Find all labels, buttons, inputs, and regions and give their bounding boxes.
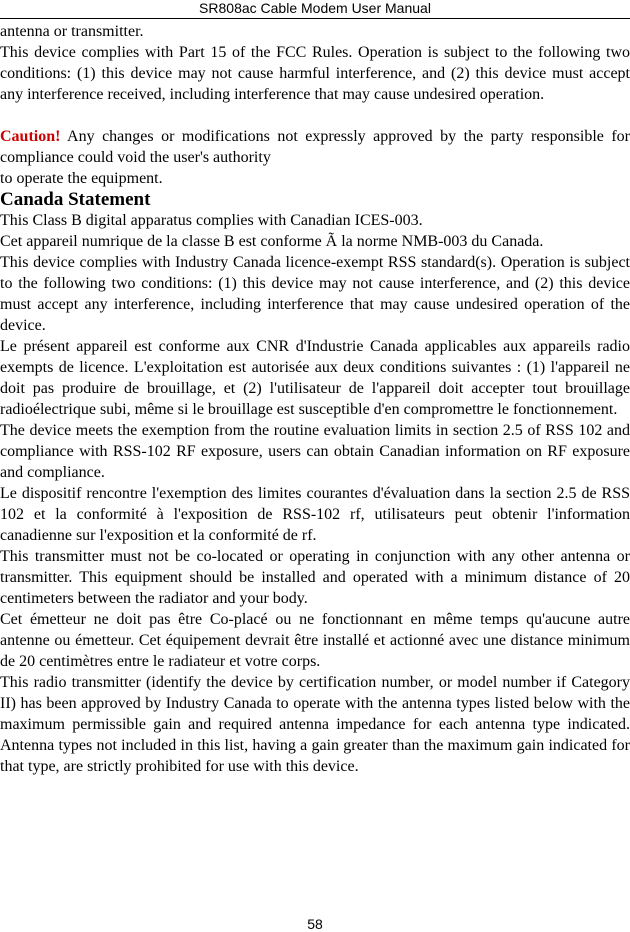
caution-text-continued: to operate the equipment.: [0, 170, 163, 187]
caution-paragraph: [0, 126, 630, 168]
canada-statement-heading: Canada Statement: [0, 189, 151, 210]
colocation-paragraph-en: This transmitter must not be co-located or operating in conjunction with any other antenna or transmitter. This equipment should be installed and operated with a minimum distance of 20 centimeters between the radiator and your body.: [0, 548, 630, 607]
paragraph-spacer: [0, 105, 630, 126]
page-number: 58: [307, 916, 323, 932]
caution-text: Any changes or modifications not expressly approved by the party responsible for compliance could void the user's authority: [0, 128, 630, 166]
document-title: SR808ac Cable Modem User Manual: [199, 0, 431, 16]
caution-label: Caution!: [0, 128, 61, 145]
page-content: [0, 21, 630, 777]
rf-exposure-paragraph-en: The device meets the exemption from the routine evaluation limits in section 2.5 of RSS 102 and compliance with RSS-102 RF exposure, users can obtain Canadian information on RF exposure and compliance.: [0, 422, 630, 481]
fcc-continuation-text: antenna or transmitter.: [0, 23, 144, 40]
rss-licence-exempt-paragraph-fr: Le présent appareil est conforme aux CNR d'Industrie Canada applicables aux appareils radio exempts de licence. L'exploitation est autorisée aux deux conditions suivantes : (1) l'appareil ne doit pas produire de brouillage, et (2) l'utilisateur de l'appareil doit accepter tout brouillage radioélectrique subi, même si le brouillage est susceptible d'en compromettre le fonctionnement.: [0, 338, 630, 418]
page-header: [0, 0, 630, 19]
ices-compliance-paragraph: This Class B digital apparatus complies with Canadian ICES-003.: [0, 212, 423, 229]
antenna-approval-paragraph: This radio transmitter (identify the device by certification number, or model number if Category II) has been approved by Industry Canada to operate with the antenna types listed below with the maximum permissible gain and required antenna impedance for each antenna type indicated. Antenna types not included in this list, having a gain greater than the maximum gain indicated for that type, are strictly prohibited for use with this device.: [0, 674, 630, 775]
rss-licence-exempt-paragraph-en: This device complies with Industry Canada licence-exempt RSS standard(s). Operation is subject to the following two conditions: (1) this device may not cause interference, and (2) this device must accept any interference, including interference that may cause undesired operation of the device.: [0, 254, 630, 334]
colocation-paragraph-fr: Cet émetteur ne doit pas être Co-placé ou ne fonctionnant en même temps qu'aucune autre antenne ou émetteur. Cet équipement devrait être installé et actionné avec une distance minimum de 20 centimètres entre le radiateur et votre corps.: [0, 611, 630, 670]
fcc-part15-paragraph: This device complies with Part 15 of the FCC Rules. Operation is subject to the following two conditions: (1) this device may not cause harmful interference, and (2) this device must accept any interference received, including interference that may cause undesired operation.: [0, 44, 630, 103]
nmb-compliance-paragraph: Cet appareil numrique de la classe B est conforme Ã la norme NMB-003 du Canada.: [0, 233, 544, 250]
rf-exposure-paragraph-fr: Le dispositif rencontre l'exemption des limites courantes d'évaluation dans la section 2.5 de RSS 102 et la conformité à l'exposition de RSS-102 rf, utilisateurs peut obtenir l'information canadienne sur l'exposition et la conformité de rf.: [0, 485, 630, 544]
page-footer: [0, 917, 630, 932]
